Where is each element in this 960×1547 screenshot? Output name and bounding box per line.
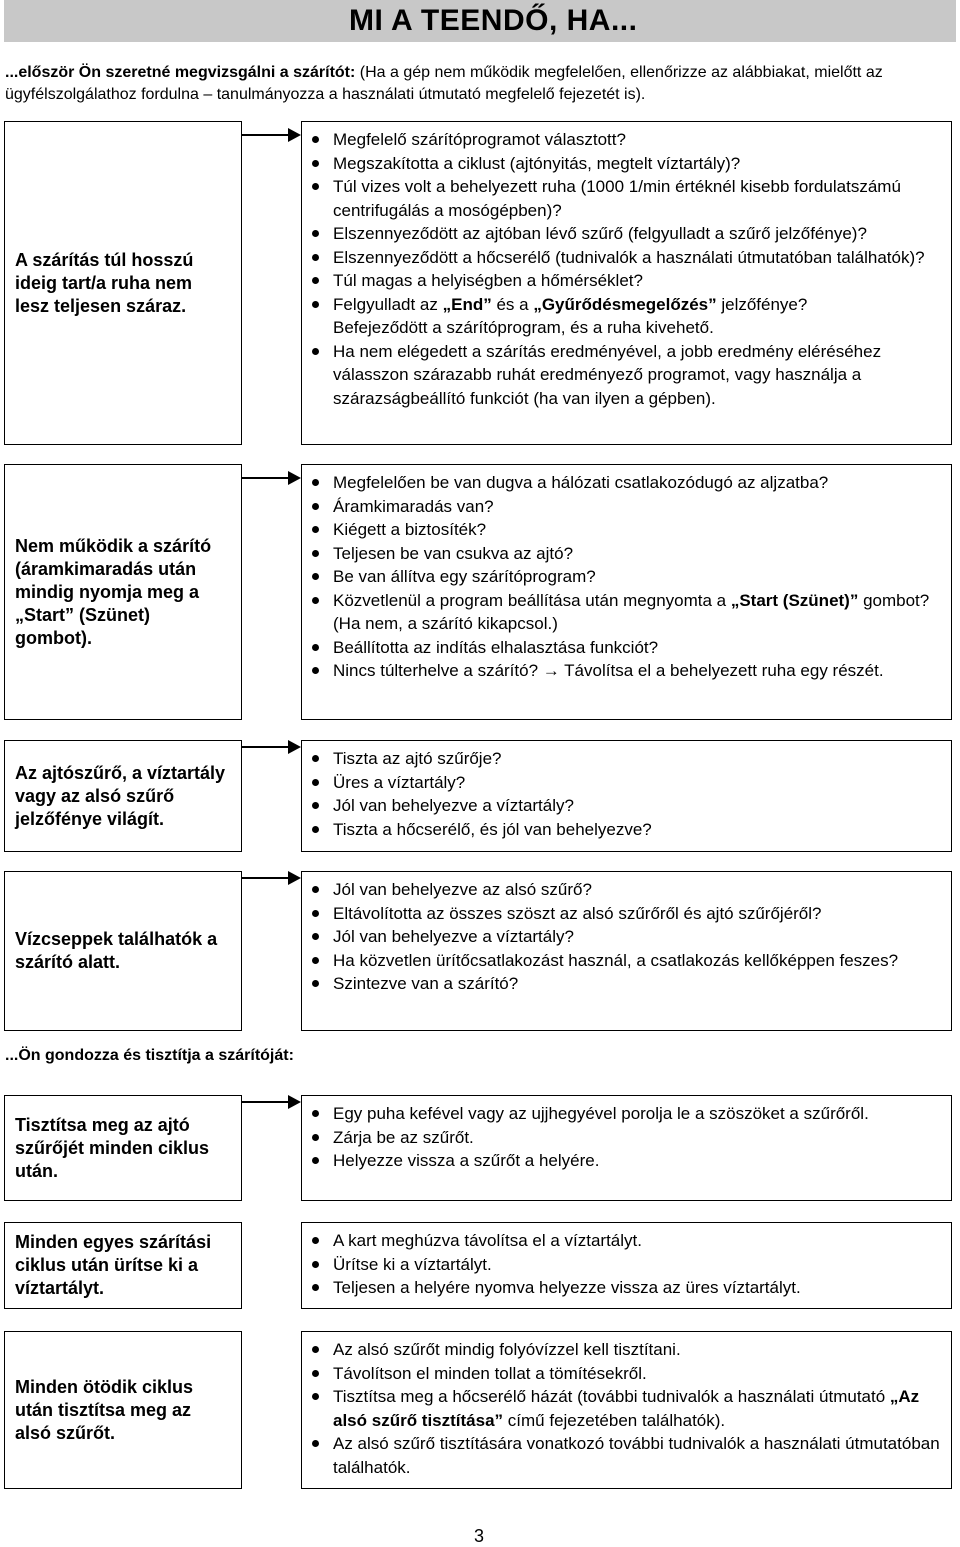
bullet-icon bbox=[312, 933, 319, 940]
list-item: Eltávolította az összes szöszt az alsó szűrőről és ajtó szűrőjéről? bbox=[302, 902, 943, 926]
list-item: Teljesen be van csukva az ajtó? bbox=[302, 542, 943, 566]
bullet-icon bbox=[312, 667, 319, 674]
bullet-icon bbox=[312, 479, 319, 486]
problem-label: Nem működik a szárító (áramkimaradás után mindig nyomja meg a „Start” (Szünet) gombot). bbox=[15, 535, 212, 648]
list-item-continuation: Befejeződött a szárítóprogram, és a ruha kivehető. bbox=[333, 318, 714, 337]
bullet-icon bbox=[312, 1110, 319, 1117]
problem-box-drying-long bbox=[4, 121, 242, 445]
bullet-icon bbox=[312, 755, 319, 762]
bullet-icon bbox=[312, 1237, 319, 1244]
maintenance-box-water-tank bbox=[4, 1222, 242, 1309]
bullet-icon bbox=[312, 886, 319, 893]
bullet-icon bbox=[312, 1393, 319, 1400]
checklist-box bbox=[301, 1222, 952, 1309]
maintenance-box-bottom-filter bbox=[4, 1331, 242, 1489]
bullet-icon bbox=[312, 277, 319, 284]
intro-paragraph bbox=[5, 62, 955, 106]
list-item: Távolítson el minden tollat a tömítésekről. bbox=[302, 1362, 943, 1386]
checklist bbox=[302, 1338, 943, 1479]
bullet-icon bbox=[312, 1440, 319, 1447]
list-item: Teljesen a helyére nyomva helyezze vissza az üres víztartályt. bbox=[302, 1276, 943, 1300]
problem-box-not-working bbox=[4, 464, 242, 720]
list-item: Jól van behelyezve a víztartály? bbox=[302, 794, 943, 818]
problem-label: Vízcseppek találhatók a szárító alatt. bbox=[15, 929, 218, 972]
list-item: Helyezze vissza a szűrőt a helyére. bbox=[302, 1149, 943, 1173]
checklist-box bbox=[301, 740, 952, 852]
bullet-icon bbox=[312, 980, 319, 987]
problem-label: Az ajtószűrő, a víztartály vagy az alsó szűrő jelzőfénye világít. bbox=[15, 762, 226, 829]
list-item: Az alsó szűrő tisztítására vonatkozó további tudnivalók a használati útmutatóban találhatók. bbox=[302, 1432, 943, 1479]
checklist bbox=[302, 747, 943, 841]
bullet-icon bbox=[312, 1284, 319, 1291]
list-item: Áramkimaradás van? bbox=[302, 495, 943, 519]
bullet-icon bbox=[312, 1134, 319, 1141]
arrow-icon bbox=[242, 128, 301, 142]
problem-box-water-drops bbox=[4, 871, 242, 1031]
list-item: Túl magas a helyiségben a hőmérséklet? bbox=[302, 269, 943, 293]
list-item: Beállította az indítás elhalasztása funkciót? bbox=[302, 636, 943, 660]
bullet-icon bbox=[312, 644, 319, 651]
maintenance-label: Minden ötödik ciklus után tisztítsa meg az alsó szűrőt. bbox=[15, 1376, 194, 1443]
list-item: Ha közvetlen ürítőcsatlakozást használ, a csatlakozás kellőképpen feszes? bbox=[302, 949, 943, 973]
list-item: Megfelelő szárítóprogramot választott? bbox=[302, 128, 943, 152]
list-item: Ha nem elégedett a szárítás eredményével, a jobb eredmény eléréséhez válasszon szárazabb ruhát eredményező programot, vagy használja a szárazságbeállító funkciót (ha van ilyen a gépben). bbox=[302, 340, 943, 411]
checklist bbox=[302, 471, 943, 683]
bullet-icon bbox=[312, 802, 319, 809]
list-item: Tisztítsa meg a hőcserélő házát (további tudnivalók a használati útmutató „Az alsó szűrő tisztítása” című fejezetében találhatók). bbox=[302, 1385, 943, 1432]
bullet-icon bbox=[312, 1370, 319, 1377]
bullet-icon bbox=[312, 526, 319, 533]
list-item: Jól van behelyezve a víztartály? bbox=[302, 925, 943, 949]
page-title: MI A TEENDŐ, HA... bbox=[349, 4, 638, 37]
list-item: Üres a víztartály? bbox=[302, 771, 943, 795]
checklist bbox=[302, 1229, 943, 1300]
bullet-icon bbox=[312, 550, 319, 557]
problem-box-indicator-lights bbox=[4, 740, 242, 852]
list-item: A kart meghúzva távolítsa el a víztartályt. bbox=[302, 1229, 943, 1253]
bullet-icon bbox=[312, 779, 319, 786]
list-item: Szintezve van a szárító? bbox=[302, 972, 943, 996]
bullet-icon bbox=[312, 1346, 319, 1353]
list-item: Az alsó szűrőt mindig folyóvízzel kell tisztítani. bbox=[302, 1338, 943, 1362]
list-item: Megfelelően be van dugva a hálózati csatlakozódugó az aljzatba? bbox=[302, 471, 943, 495]
bullet-icon bbox=[312, 503, 319, 510]
list-item: Közvetlenül a program beállítása után megnyomta a „Start (Szünet)” gombot? (Ha nem, a szárító kikapcsol.) bbox=[302, 589, 943, 636]
checklist bbox=[302, 1102, 943, 1173]
list-item: Egy puha kefével vagy az ujjhegyével porolja le a szöszöket a szűrőről. bbox=[302, 1102, 943, 1126]
intro-rest: (Ha a gép nem működik megfelelően, ellenőrizze az alábbiakat, mielőtt az ügyfélszolgálathoz fordulna – tanulmányozza a használati útmutató megfelelő fejezetét is). bbox=[5, 64, 883, 103]
list-item: Túl vizes volt a behelyezett ruha (1000 1/min értéknél kisebb fordulatszámú centrifugálás a mosógépben)? bbox=[302, 175, 943, 222]
bullet-icon bbox=[312, 1157, 319, 1164]
checklist bbox=[302, 128, 943, 410]
bullet-icon bbox=[312, 597, 319, 604]
page-number: 3 bbox=[474, 1526, 485, 1546]
list-item: Felgyulladt az „End” és a „Gyűrődésmegelőzés” jelzőfénye? bbox=[302, 293, 943, 317]
arrow-icon bbox=[242, 1095, 301, 1109]
bullet-icon bbox=[312, 826, 319, 833]
bullet-icon bbox=[312, 136, 319, 143]
maintenance-label: Minden egyes szárítási ciklus után ürítse ki a víztartályt. bbox=[15, 1232, 212, 1298]
title-bar bbox=[4, 0, 956, 42]
maintenance-label: Tisztítsa meg az ajtó szűrőjét minden ciklus után. bbox=[15, 1114, 210, 1181]
checklist-box bbox=[301, 121, 952, 445]
bullet-icon bbox=[312, 1261, 319, 1268]
bullet-icon bbox=[312, 301, 319, 308]
intro-bold: ...először Ön szeretné megvizsgálni a szárítót: bbox=[5, 64, 356, 81]
maintenance-box-door-filter bbox=[4, 1095, 242, 1201]
problem-label: A szárítás túl hosszú ideig tart/a ruha nem lesz teljesen száraz. bbox=[15, 249, 194, 316]
section-heading-care: ...Ön gondozza és tisztítja a szárítóját: bbox=[5, 1047, 294, 1064]
bullet-icon bbox=[312, 183, 319, 190]
checklist-box bbox=[301, 1331, 952, 1489]
list-item: Kiégett a biztosíték? bbox=[302, 518, 943, 542]
checklist-box bbox=[301, 1095, 952, 1201]
list-item: Elszennyeződött a hőcserélő (tudnivalók a használati útmutatóban találhatók)? bbox=[302, 246, 943, 270]
list-item: Nincs túlterhelve a szárító? → Távolítsa el a behelyezett ruha egy részét. bbox=[302, 659, 943, 683]
list-item: Tiszta az ajtó szűrője? bbox=[302, 747, 943, 771]
bullet-icon bbox=[312, 957, 319, 964]
bullet-icon bbox=[312, 348, 319, 355]
bullet-icon bbox=[312, 910, 319, 917]
arrow-icon bbox=[242, 471, 301, 485]
list-item: Zárja be az szűrőt. bbox=[302, 1126, 943, 1150]
checklist bbox=[302, 878, 943, 996]
checklist-box bbox=[301, 464, 952, 720]
bullet-icon bbox=[312, 160, 319, 167]
bullet-icon bbox=[312, 230, 319, 237]
list-item: Be van állítva egy szárítóprogram? bbox=[302, 565, 943, 589]
arrow-icon bbox=[242, 871, 301, 885]
arrow-icon bbox=[242, 740, 301, 754]
checklist-box bbox=[301, 871, 952, 1031]
bullet-icon bbox=[312, 573, 319, 580]
list-item: Jól van behelyezve az alsó szűrő? bbox=[302, 878, 943, 902]
list-item: Megszakította a ciklust (ajtónyitás, megtelt víztartály)? bbox=[302, 152, 943, 176]
list-item: Tiszta a hőcserélő, és jól van behelyezve? bbox=[302, 818, 943, 842]
bullet-icon bbox=[312, 254, 319, 261]
list-item: Ürítse ki a víztartályt. bbox=[302, 1253, 943, 1277]
list-item: Elszennyeződött az ajtóban lévő szűrő (felgyulladt a szűrő jelzőfénye)? bbox=[302, 222, 943, 246]
